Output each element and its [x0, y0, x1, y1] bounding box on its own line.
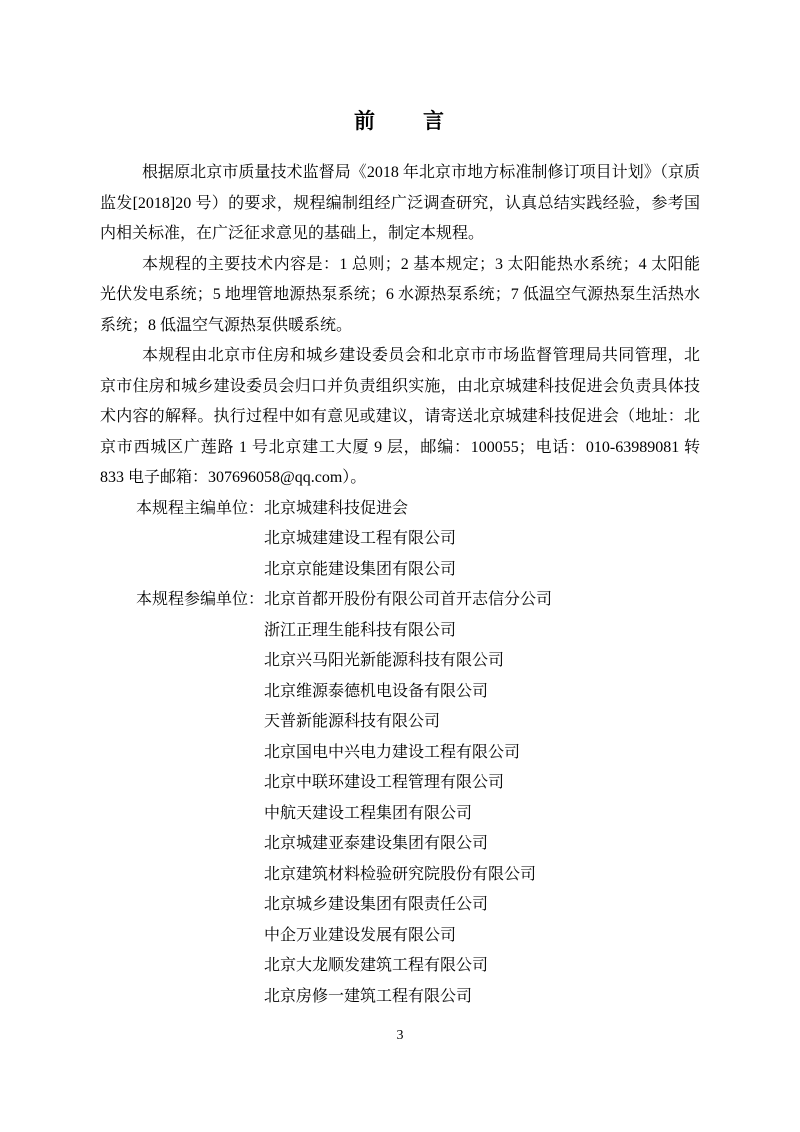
organization-name: 北京城建建设工程有限公司 — [264, 530, 457, 547]
organization-name: 天普新能源科技有限公司 — [264, 713, 441, 730]
page-footer — [0, 1026, 800, 1046]
participating-editor-row — [100, 921, 700, 952]
paragraph-technical-contents: 本规程的主要技术内容是：1 总则；2 基本规定；3 太阳能热水系统；4 太阳能光伏发电系统；5 地埋管地源热泵系统；6 水源热泵系统；7 低温空气源热泵生活热水系统；8 低温空气源热泵供暖系统。 — [100, 255, 700, 334]
chief-editor-row — [100, 524, 700, 555]
chief-editor-row — [100, 555, 700, 586]
organization-name: 中企万业建设发展有限公司 — [264, 926, 457, 944]
participating-editor-row — [100, 860, 700, 891]
participating-editor-row — [100, 707, 700, 738]
organization-name: 北京首都开股份有限公司首开志信分公司 — [264, 591, 553, 608]
participating-editor-row — [100, 677, 700, 708]
organization-name: 北京城乡建设集团有限责任公司 — [264, 896, 489, 913]
page-content — [100, 104, 700, 1012]
participating-editor-row — [100, 890, 700, 921]
participating-editor-label: 本规程参编单位： — [136, 591, 265, 608]
page-title: 前 言 — [354, 110, 446, 133]
paragraph-basis: 根据原北京市质量技术监督局《2018 年北京市地方标准制修订项目计划》（京质监发[2018]20 号）的要求，规程编制组经广泛调查研究，认真总结实践经验，参考国内相关标准，在广泛征求意见的基础上，制定本规程。 — [100, 164, 700, 242]
organization-name: 北京城建亚泰建设集团有限公司 — [264, 835, 489, 852]
organization-name: 北京维源泰德机电设备有限公司 — [264, 682, 489, 700]
participating-editor-row — [100, 738, 700, 769]
organization-name: 北京房修一建筑工程有限公司 — [264, 987, 473, 1005]
paragraph-management-contact: 本规程由北京市住房和城乡建设委员会和北京市市场监督管理局共同管理，北京市住房和城乡建设委员会归口并负责组织实施，由北京城建科技促进会负责具体技术内容的解释。执行过程中如有意见或建议，请寄送北京城建科技促进会（地址：北京市西城区广莲路 1 号北京建工大厦 9 层，邮编：100055；电话：010-63989081 转 833 电子邮箱：307696058@qq.com）。 — [100, 347, 700, 486]
participating-editor-row — [100, 829, 700, 860]
organization-name: 中航天建设工程集团有限公司 — [264, 804, 473, 822]
page-number: 3 — [396, 1028, 404, 1043]
chief-editor-row — [100, 494, 700, 525]
organization-name: 北京兴马阳光新能源科技有限公司 — [264, 652, 505, 669]
chief-editor-label: 本规程主编单位： — [136, 499, 265, 517]
participating-editor-row — [100, 951, 700, 982]
organization-name: 北京京能建设集团有限公司 — [264, 560, 457, 578]
participating-editor-row — [100, 982, 700, 1013]
organization-name: 北京建筑材料检验研究院股份有限公司 — [264, 865, 537, 883]
organization-name: 北京城建科技促进会 — [264, 499, 409, 517]
participating-editor-row — [100, 799, 700, 830]
organization-name: 浙江正理生能科技有限公司 — [264, 621, 457, 639]
participating-editor-row — [100, 585, 700, 616]
organization-name: 北京国电中兴电力建设工程有限公司 — [264, 743, 521, 761]
editors-section — [100, 494, 700, 1013]
participating-editor-row — [100, 646, 700, 677]
participating-editor-row — [100, 768, 700, 799]
participating-editor-row — [100, 616, 700, 647]
organization-name: 北京中联环建设工程管理有限公司 — [264, 774, 505, 791]
organization-name: 北京大龙顺发建筑工程有限公司 — [264, 957, 489, 974]
